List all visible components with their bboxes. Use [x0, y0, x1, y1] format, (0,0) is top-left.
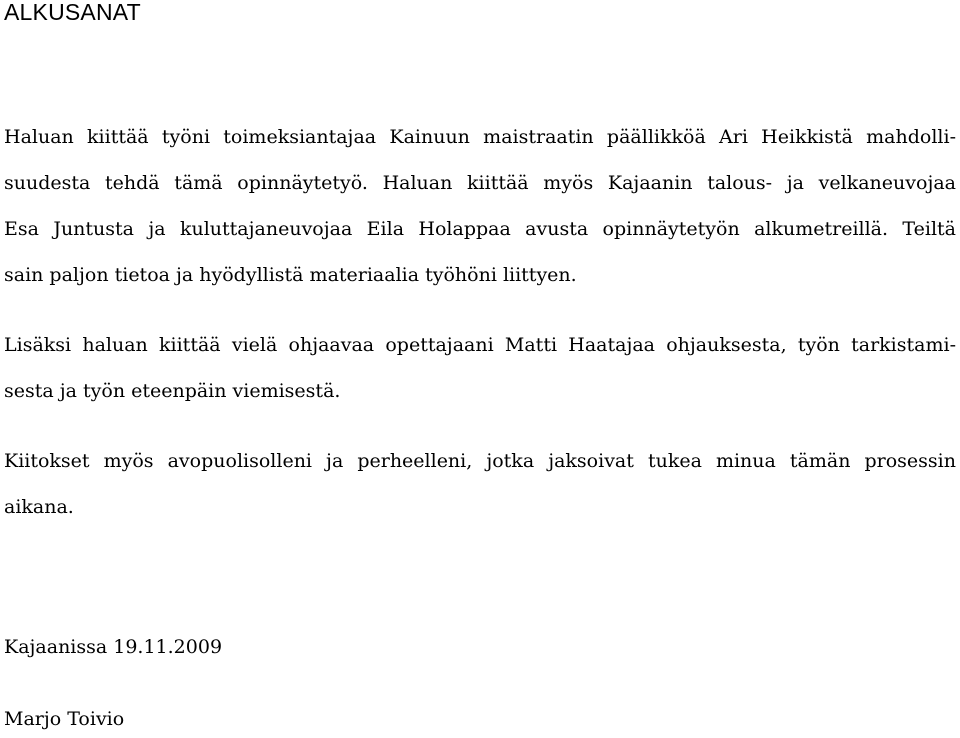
paragraph-line: Haluan kiittää työni toimeksiantajaa Kainuun maistraatin päällikköä Ari Heikkistä mahdolli-	[4, 126, 956, 148]
page-title: ALKUSANAT	[4, 0, 141, 25]
paragraph-line: Esa Juntusta ja kuluttajaneuvojaa Eila Holappaa avusta opinnäytetyön alkumetreillä. Teiltä	[4, 218, 956, 240]
paragraph-line: sesta ja työn eteenpäin viemisestä.	[4, 380, 341, 402]
paragraph-line: aikana.	[4, 496, 74, 518]
paragraph-line: sain paljon tietoa ja hyödyllistä materiaalia työhöni liittyen.	[4, 264, 577, 286]
paragraph-acknowledgement-1	[4, 114, 956, 298]
paragraph-acknowledgement-2	[4, 322, 956, 414]
paragraph-acknowledgement-3	[4, 438, 956, 530]
author-name: Marjo Toivio	[4, 708, 125, 730]
place-date: Kajaanissa 19.11.2009	[4, 636, 223, 658]
paragraph-line: Lisäksi haluan kiittää vielä ohjaavaa opettajaani Matti Haatajaa ohjauksesta, työn tarkistami-	[4, 334, 956, 356]
paragraph-line: Kiitokset myös avopuolisolleni ja perheelleni, jotka jaksoivat tukea minua tämän prosessin	[4, 450, 956, 472]
paragraph-line: suudesta tehdä tämä opinnäytetyö. Haluan kiittää myös Kajaanin talous- ja velkaneuvojaa	[4, 172, 956, 194]
